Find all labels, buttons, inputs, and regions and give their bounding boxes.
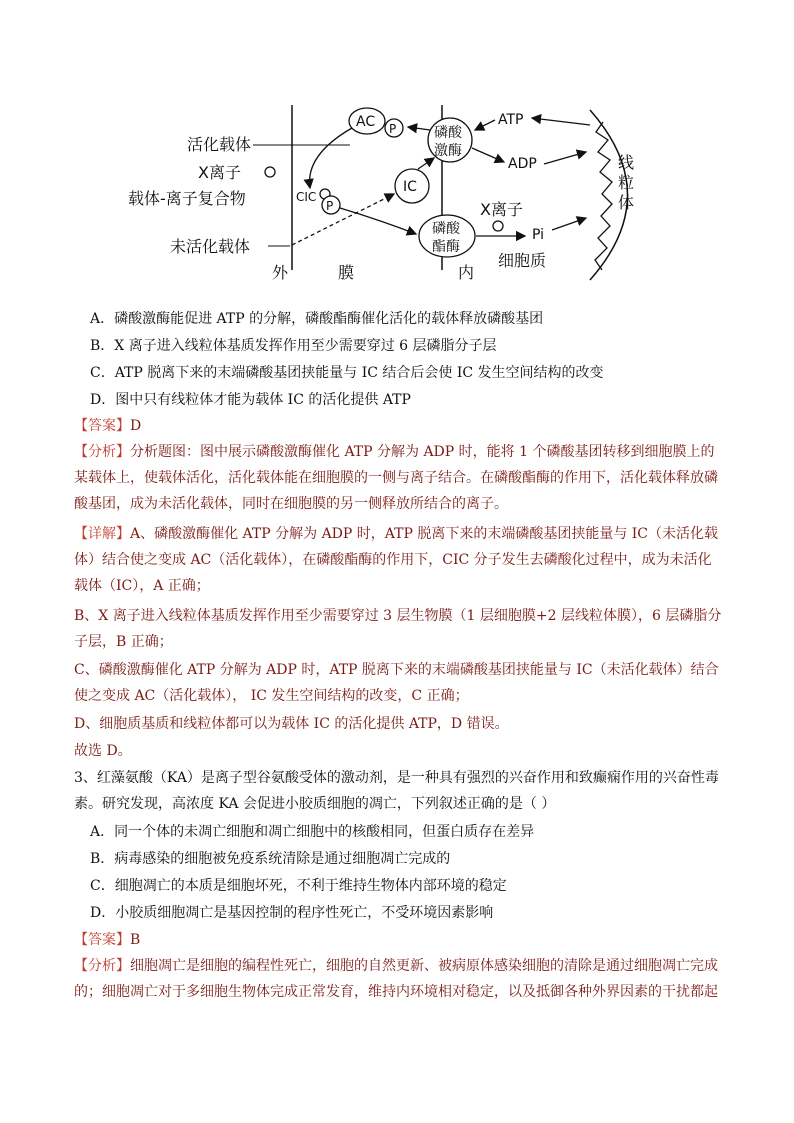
q3-analysis-tag: 【分析】 bbox=[74, 958, 130, 974]
membrane-transport-diagram bbox=[120, 100, 660, 290]
phosphate-on-ac-label: P bbox=[389, 122, 397, 136]
q3-option-b: B．病毒感染的细胞被免疫系统清除是通过细胞凋亡完成的 bbox=[90, 851, 451, 867]
q2-detail-c: C、磷酸激酶催化 ATP 分解为 ADP 时，ATP 脱离下来的末端磷酸基团挟能量与 IC（未活化载体）结合使之变成 AC（活化载体）， IC 发生空间结构的改变，C 正确； bbox=[74, 662, 719, 704]
arrow-mito-to-atp bbox=[532, 118, 590, 125]
pi-label: Pi bbox=[532, 227, 545, 243]
x-ion-dot-left bbox=[265, 167, 275, 177]
label-active-carrier: 活化载体 bbox=[187, 135, 252, 154]
q3-option-d: D．小胶质细胞凋亡是基因控制的程序性死亡，不受环境因素影响 bbox=[90, 905, 494, 921]
label-inactive-carrier: 未活化载体 bbox=[170, 237, 251, 256]
arrow-adp-to-mito bbox=[544, 152, 586, 164]
q2-option-c: C．ATP 脱离下来的末端磷酸基团挟能量与 IC 结合后会使 IC 发生空间结构的改变 bbox=[90, 365, 604, 381]
mito-label-1: 线 bbox=[618, 153, 635, 172]
q2-analysis-tag: 【分析】 bbox=[74, 444, 130, 460]
q3-analysis bbox=[74, 953, 724, 1005]
q3-option-c: C．细胞凋亡的本质是细胞坏死，不利于维持生物体内部环境的稳定 bbox=[90, 878, 507, 894]
x-ion-dot-right bbox=[493, 221, 503, 231]
mitochondrion-inner-membrane bbox=[595, 122, 612, 270]
q2-option-d: D．图中只有线粒体才能为载体 IC 的活化提供 ATP bbox=[90, 392, 411, 408]
q2-detail-a bbox=[74, 521, 724, 599]
q2-answer-tag: 【答案】 bbox=[74, 418, 130, 434]
arrow-kinase-to-adp bbox=[472, 148, 504, 162]
label-carrier-ion-complex: 载体-离子复合物 bbox=[128, 189, 246, 208]
arrow-atp-to-kinase bbox=[475, 120, 495, 130]
q3-answer: B bbox=[130, 932, 141, 948]
arrow-pi-to-mito bbox=[552, 218, 586, 230]
ac-label: AC bbox=[356, 114, 376, 130]
q2-conclusion: 故选 D。 bbox=[74, 743, 132, 759]
q2-option-a: A．磷酸激酶能促进 ATP 的分解，磷酸酯酶催化活化的载体释放磷酸基团 bbox=[90, 311, 544, 327]
kinase-label-1: 磷酸 bbox=[434, 125, 462, 141]
label-outside: 外 bbox=[272, 263, 289, 282]
phosphatase-label-1: 磷酸 bbox=[432, 221, 460, 237]
q2-answer: D bbox=[130, 418, 142, 434]
adp-label: ADP bbox=[508, 156, 537, 172]
phosphate-on-cic-label: P bbox=[326, 199, 334, 213]
q3-stem: 3、红藻氨酸（KA）是离子型谷氨酸受体的激动剂，是一种具有强烈的兴奋作用和致癫痫作用的兴奋性毒素。研究发现，高浓度 KA 会促进小胶质细胞的凋亡，下列叙述正确的是（ ） bbox=[74, 770, 719, 812]
arrow-ac-to-cic bbox=[310, 128, 352, 188]
q3-option-a: A．同一个体的未凋亡细胞和凋亡细胞中的核酸相同，但蛋白质存在差异 bbox=[90, 824, 535, 840]
q2-detail-d: D、细胞质基质和线粒体都可以为载体 IC 的活化提供 ATP，D 错误。 bbox=[74, 716, 509, 732]
mito-label-3: 体 bbox=[618, 193, 635, 212]
ic-label: IC bbox=[403, 179, 417, 195]
label-cytoplasm: 细胞质 bbox=[498, 251, 547, 270]
arrow-cic-to-phosphatase bbox=[340, 208, 416, 234]
arrow-ic-to-kinase bbox=[418, 158, 434, 169]
q2-detail-tag: 【详解】 bbox=[74, 526, 130, 542]
label-membrane: 膜 bbox=[338, 263, 355, 282]
label-x-ion-right: X离子 bbox=[480, 200, 523, 219]
arrow-kinase-to-ac bbox=[408, 127, 430, 130]
label-x-ion-left: X离子 bbox=[198, 163, 241, 182]
q2-detail-b: B、X 离子进入线粒体基质发挥作用至少需要穿过 3 层生物膜（1 层细胞膜+2 层线粒体膜），6 层磷脂分子层，B 正确； bbox=[74, 608, 722, 650]
q2-analysis bbox=[74, 439, 724, 517]
kinase-label-2: 激酶 bbox=[434, 143, 462, 159]
q3-analysis-text: 细胞凋亡是细胞的编程性死亡，细胞的自然更新、被病原体感染细胞的清除是通过细胞凋亡完成的；细胞凋亡对于多细胞生物体完成正常发育，维持内环境相对稳定，以及抵御各种外界因素的干扰都起 bbox=[74, 958, 718, 1000]
q3-answer-tag: 【答案】 bbox=[74, 932, 130, 948]
cic-label: CIC bbox=[296, 190, 317, 204]
atp-label: ATP bbox=[498, 112, 524, 128]
q2-option-b: B．X 离子进入线粒体基质发挥作用至少需要穿过 6 层磷脂分子层 bbox=[90, 338, 497, 354]
q2-detail-a-text: A、磷酸激酶催化 ATP 分解为 ADP 时，ATP 脱离下来的末端磷酸基团挟能量与 IC（未活化载体）结合使之变成 AC（活化载体），在磷酸酯酶的作用下，CIC 分子发生去磷酸化过程中，成为未活化载体（IC），A 正确； bbox=[74, 526, 719, 594]
q2-analysis-text: 分析题图：图中展示磷酸激酶催化 ATP 分解为 ADP 时，能将 1 个磷酸基团转移到细胞膜上的某载体上，使载体活化，活化载体能在细胞膜的一侧与离子结合。在磷酸酯酶的作用下，活化载体释放磷酸基团，成为未活化载体，同时在细胞膜的另一侧释放所结合的离子。 bbox=[74, 444, 718, 512]
label-inside: 内 bbox=[458, 263, 475, 282]
phosphatase-label-2: 酯酶 bbox=[432, 239, 460, 255]
mito-label-2: 粒 bbox=[618, 173, 635, 192]
q2-answer-line bbox=[74, 413, 724, 439]
q3-answer-line bbox=[74, 927, 724, 953]
